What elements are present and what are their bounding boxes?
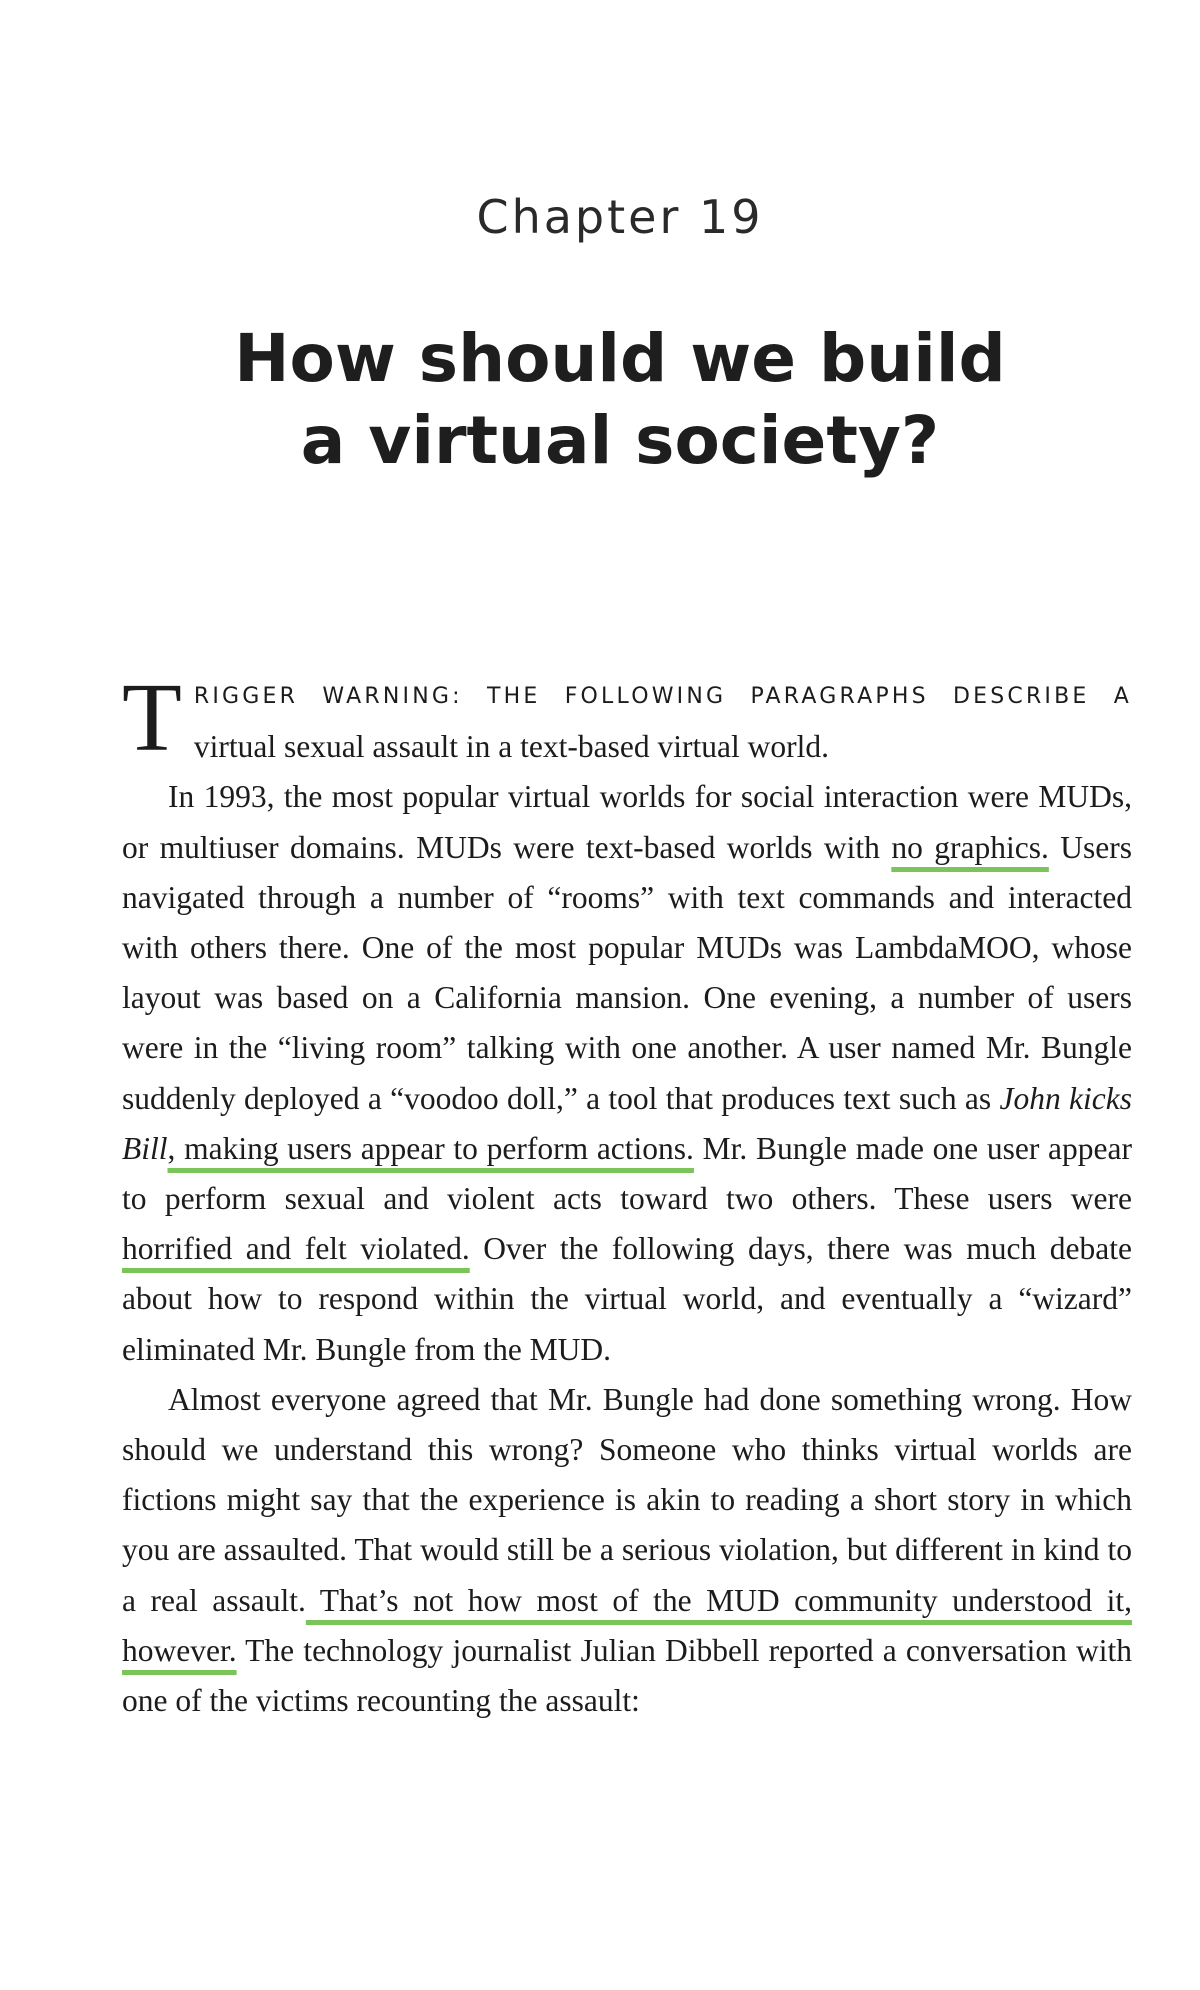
paragraph-text: Mr. Bungle made one user appear to perform sexual and violent acts toward two others. These users were	[122, 1130, 1132, 1217]
chapter-title-line-2: a virtual society?	[300, 402, 940, 479]
paragraph-wrong	[122, 1375, 1132, 1726]
highlighted-text: horrified and felt violated.	[122, 1231, 470, 1267]
paragraph-text: The technology journalist Julian Dibbell reported a conversation with one of the victims recounting the assault:	[122, 1632, 1132, 1719]
italic-example: John kicks Bill	[122, 1080, 1133, 1166]
chapter-title	[0, 318, 1200, 482]
chapter-number: Chapter 19	[476, 190, 764, 244]
highlighted-text: , making users appear to perform actions.	[167, 1130, 694, 1166]
body-text	[122, 664, 1133, 1726]
paragraph-text: Almost everyone agreed that Mr. Bungle had done something wrong. How should we understand this wrong? Someone who thinks virtual worlds are fictions might say that the experience is akin to reading a short story in which you are assaulted. That would still be a serious violation, but different in kind to a real assault.	[122, 1381, 1132, 1618]
drop-cap: T	[122, 664, 182, 772]
paragraph-text: In 1993, the most popular virtual worlds for social interaction were MUDs, or multiuser domains. MUDs were text-based worlds with	[122, 779, 1132, 865]
chapter-title-line-1: How should we build	[234, 320, 1006, 397]
highlighted-text: That’s not how most of the MUD community understood it, however.	[122, 1582, 1132, 1668]
paragraph-text: Users navigated through a number of “rooms” with text commands and interacted with others there. One of the most popular MUDs was LambdaMOO, whose layout was based on a California mansion. One evening, a number of users were in the “living room” talking with one another. A user named Mr. Bungle suddenly deployed a “voodoo doll,” a tool that produces text such as	[122, 829, 1132, 1116]
paragraph-opening-text: virtual sexual assault in a text-based virtual world.	[193, 729, 829, 765]
paragraph-opening	[122, 664, 1132, 772]
paragraph-text: Over the following days, there was much debate about how to respond within the virtual world, and eventually a “wizard” eliminated Mr. Bungle from the MUD.	[122, 1231, 1132, 1367]
paragraph-lambdamoo	[122, 772, 1132, 1374]
highlighted-text: no graphics.	[891, 829, 1049, 865]
trigger-warning-smallcaps: RIGGER WARNING: THE FOLLOWING PARAGRAPHS DESCRIBE A	[193, 684, 1132, 709]
